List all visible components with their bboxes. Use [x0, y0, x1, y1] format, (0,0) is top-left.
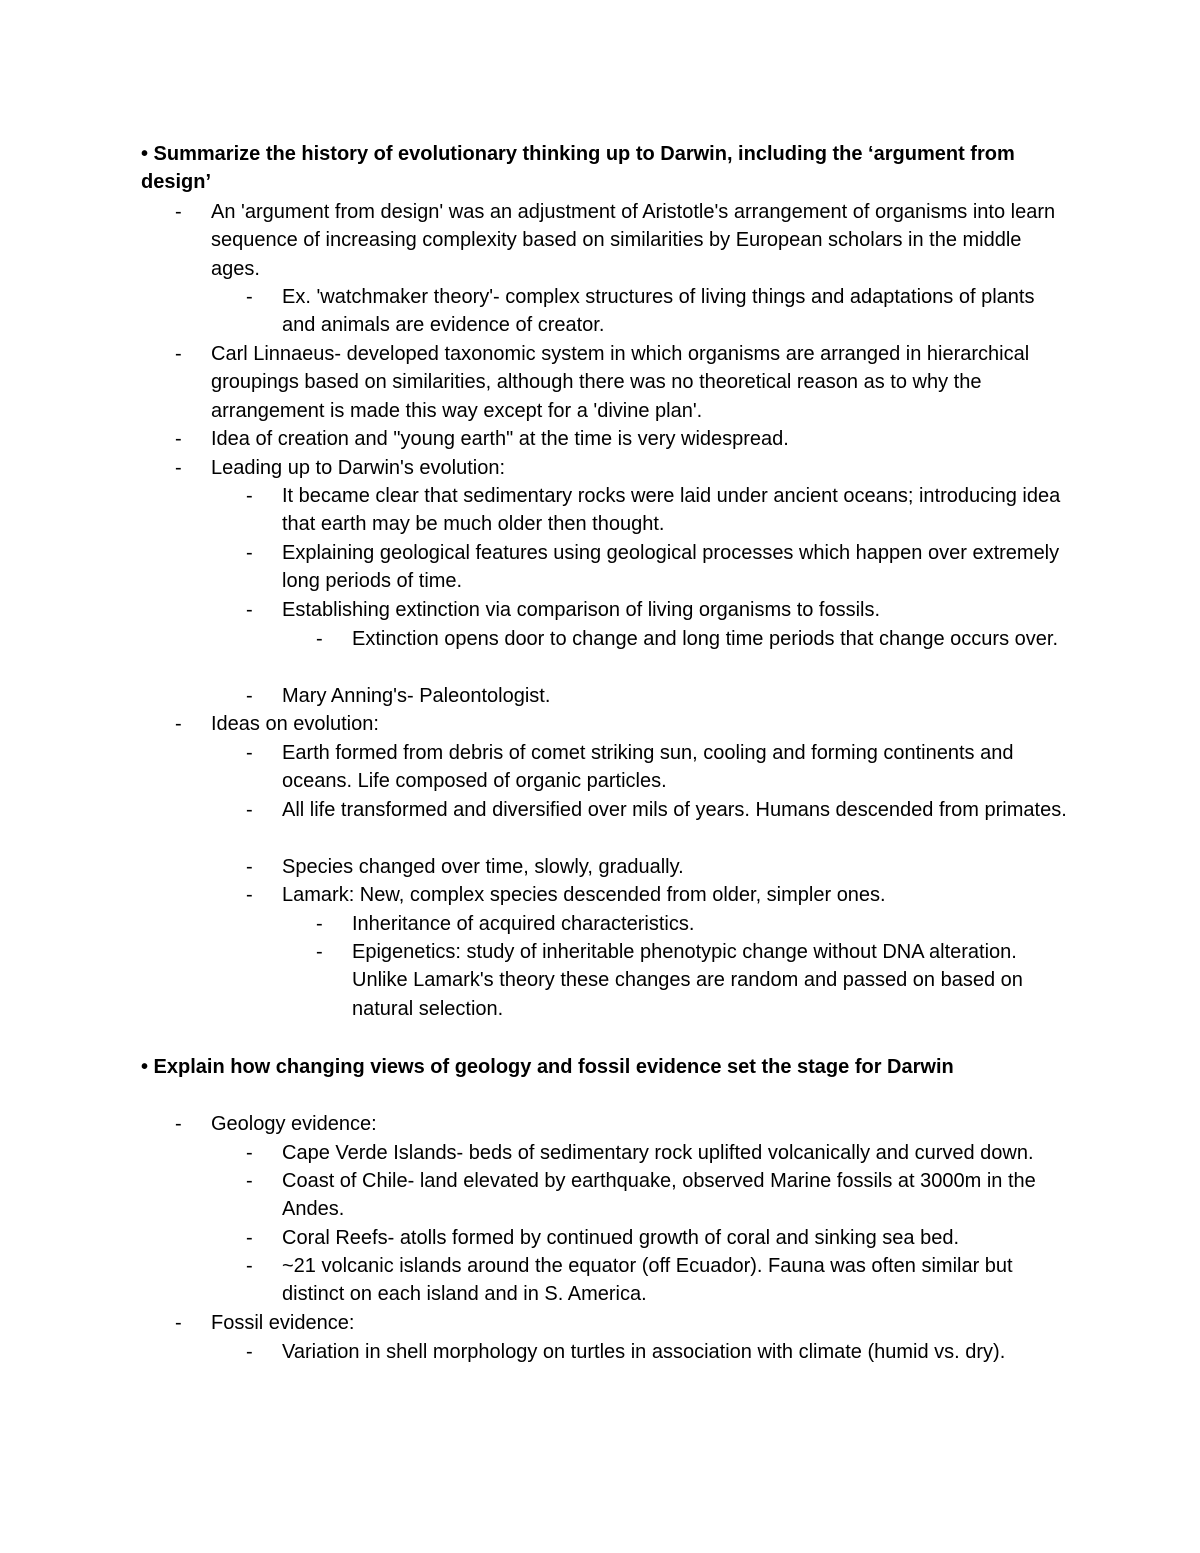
- list-item-text: Coral Reefs- atolls formed by continued growth of coral and sinking sea bed.: [282, 1227, 960, 1249]
- dash-bullet: -: [246, 1255, 253, 1277]
- list-item-text: Coast of Chile- land elevated by earthquake, observed Marine fossils at 3000m in the Andes.: [282, 1170, 1036, 1221]
- dash-bullet: -: [246, 742, 253, 764]
- list-item: [246, 1139, 1072, 1167]
- list-item: [175, 1309, 1071, 1337]
- list-item: [175, 198, 1071, 283]
- list-item-text: An 'argument from design' was an adjustment of Aristotle's arrangement of organisms into learn sequence of increasing complexity based on similarities by European scholars in the middle ages.: [211, 201, 1056, 280]
- list-item-text: Geology evidence:: [211, 1113, 377, 1135]
- list-item-text: All life transformed and diversified over mils of years. Humans descended from primates.: [282, 799, 1067, 821]
- list-item: [246, 739, 1072, 796]
- dash-bullet: -: [175, 1113, 182, 1135]
- list-item-text: Ex. 'watchmaker theory'- complex structures of living things and adaptations of plants and animals are evidence of creator.: [282, 286, 1035, 337]
- list-item-text: Mary Anning's- Paleontologist.: [282, 685, 551, 707]
- dash-bullet: -: [246, 599, 253, 621]
- dash-bullet: -: [246, 286, 253, 308]
- list-item-text: Fossil evidence:: [211, 1312, 355, 1334]
- dash-bullet: -: [246, 542, 253, 564]
- dash-bullet: -: [246, 856, 253, 878]
- list-item-text: Establishing extinction via comparison of living organisms to fossils.: [282, 599, 881, 621]
- list-item: [175, 454, 1071, 482]
- list-item: [246, 283, 1072, 340]
- list-item: [246, 1167, 1072, 1224]
- list-item: [175, 710, 1071, 738]
- list-item: [246, 853, 1072, 881]
- dash-bullet: -: [175, 428, 182, 450]
- dash-bullet: -: [246, 1227, 253, 1249]
- dash-bullet: -: [175, 713, 182, 735]
- list-item-text: Leading up to Darwin's evolution:: [211, 457, 506, 479]
- list-item: [316, 938, 1072, 1023]
- list-item: [175, 425, 1071, 453]
- list-item: [246, 596, 1072, 624]
- list-item-text: Ideas on evolution:: [211, 713, 379, 735]
- list-item-text: Variation in shell morphology on turtles in association with climate (humid vs. dry).: [282, 1341, 1006, 1363]
- list-item: [246, 881, 1072, 909]
- dash-bullet: -: [316, 941, 323, 963]
- dash-bullet: -: [246, 1142, 253, 1164]
- dash-bullet: -: [246, 1341, 253, 1363]
- dash-bullet: -: [246, 799, 253, 821]
- list-item: [246, 682, 1072, 710]
- list-item-text: ~21 volcanic islands around the equator (off Ecuador). Fauna was often similar but distinct on each island and in S. America.: [282, 1255, 1013, 1306]
- dash-bullet: -: [175, 343, 182, 365]
- dash-bullet: -: [175, 457, 182, 479]
- list-item-text: Explaining geological features using geological processes which happen over extremely long periods of time.: [282, 542, 1060, 593]
- list-item-text: Idea of creation and "young earth" at the time is very widespread.: [211, 428, 789, 450]
- dash-bullet: -: [246, 1170, 253, 1192]
- list-item: [246, 1224, 1072, 1252]
- list-item: [246, 1252, 1072, 1309]
- list-item-text: Epigenetics: study of inheritable phenotypic change without DNA alteration. Unlike Lamark's theory these changes are random and passed on based on natural selection.: [352, 941, 1023, 1020]
- list-item-text: Extinction opens door to change and long time periods that change occurs over.: [352, 628, 1059, 650]
- list-item: [246, 482, 1072, 539]
- list-item: [316, 625, 1072, 653]
- dash-bullet: -: [175, 201, 182, 223]
- dash-bullet: -: [316, 628, 323, 650]
- list-item-text: Lamark: New, complex species descended from older, simpler ones.: [282, 884, 886, 906]
- dash-bullet: -: [246, 884, 253, 906]
- list-item-text: Cape Verde Islands- beds of sedimentary rock uplifted volcanically and curved down.: [282, 1142, 1034, 1164]
- list-item: [246, 796, 1072, 824]
- list-item: [246, 539, 1072, 596]
- section-heading: • Summarize the history of evolutionary thinking up to Darwin, including the ‘argument from design’: [141, 143, 1015, 194]
- list-item-text: Earth formed from debris of comet striking sun, cooling and forming continents and oceans. Life composed of organic particles.: [282, 742, 1014, 793]
- list-item: [175, 1110, 1071, 1138]
- list-item: [246, 1338, 1072, 1366]
- dash-bullet: -: [246, 685, 253, 707]
- list-item-text: Carl Linnaeus- developed taxonomic system in which organisms are arranged in hierarchical groupings based on similarities, although there was no theoretical reason as to why the arrangement is made this way except for a 'divine plan'.: [211, 343, 1030, 422]
- list-item: [175, 340, 1071, 425]
- dash-bullet: -: [175, 1312, 182, 1334]
- list-item-text: Inheritance of acquired characteristics.: [352, 913, 695, 935]
- list-item-text: It became clear that sedimentary rocks were laid under ancient oceans; introducing idea that earth may be much older then thought.: [282, 485, 1061, 536]
- section-heading: • Explain how changing views of geology and fossil evidence set the stage for Darwin: [141, 1056, 954, 1078]
- list-item-text: Species changed over time, slowly, gradually.: [282, 856, 684, 878]
- list-item: [316, 910, 1072, 938]
- dash-bullet: -: [246, 485, 253, 507]
- dash-bullet: -: [316, 913, 323, 935]
